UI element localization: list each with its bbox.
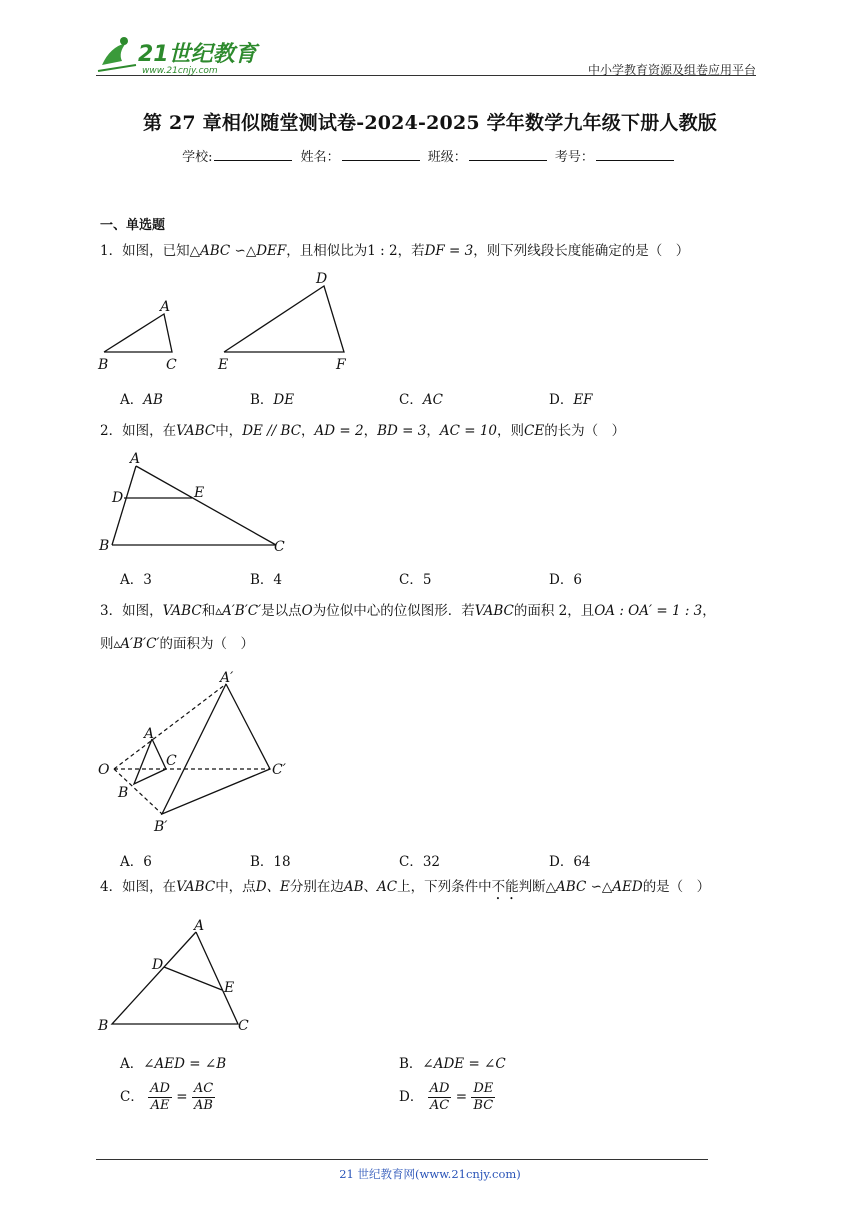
q2-option-b[interactable]: B．4 — [250, 572, 283, 588]
page-title: 第 27 章相似随堂测试卷-2024-2025 学年数学九年级下册人教版 — [142, 112, 718, 134]
label-a-prime: A′ — [220, 670, 234, 686]
q1-option-b[interactable]: B．DE — [250, 392, 295, 408]
school-field[interactable] — [214, 148, 292, 161]
label-f: F — [336, 357, 346, 373]
label-a: A — [160, 299, 171, 315]
question-1-stem: 1．如图，已知△ABC ∽△DEF，且相似比为1 : 2，若DF = 3，则下列线段长度能确定的是（ ） — [100, 243, 690, 259]
q2-option-d[interactable]: D．6 — [549, 572, 582, 588]
label-c: C — [166, 357, 177, 373]
footer-divider — [96, 1159, 708, 1160]
label-b: B — [118, 785, 129, 801]
question-3-stem-line-1: 3．如图，VABC和▵A′B′C′是以点O为位似中心的位似图形．若VABC的面积 2，且OA : OA′ = 1 : 3， — [100, 603, 716, 619]
q4-option-b[interactable]: B．∠ADE = ∠C — [399, 1056, 506, 1072]
label-a: A — [194, 918, 205, 934]
exam-no-field[interactable] — [596, 148, 674, 161]
q3-option-c[interactable]: C．32 — [399, 854, 441, 870]
label-e: E — [218, 357, 229, 373]
logo-text: 21世纪教育 — [138, 42, 257, 67]
q1-option-c[interactable]: C．AC — [399, 392, 443, 408]
label-d: D — [316, 271, 328, 287]
student-info — [0, 146, 860, 165]
label-o: O — [98, 762, 110, 778]
name-field[interactable] — [342, 148, 420, 161]
label-e: E — [194, 485, 205, 501]
name-label: 姓名： — [300, 150, 340, 165]
footer-link[interactable]: 21 世纪教育网(www.21cnjy.com) — [339, 1167, 521, 1181]
label-c: C — [274, 539, 285, 555]
label-b: B — [98, 1018, 109, 1034]
label-e: E — [224, 980, 235, 996]
exam-no-label: 考号： — [554, 150, 594, 165]
q2-option-c[interactable]: C．5 — [399, 572, 432, 588]
question-2-figure — [96, 448, 296, 558]
question-4-figure — [94, 914, 264, 1036]
platform-text: 中小学教育资源及组卷应用平台 — [587, 63, 756, 77]
label-d: D — [112, 490, 124, 506]
q1-option-d[interactable]: D．EF — [549, 392, 593, 408]
q1-option-a[interactable]: A．AB — [120, 392, 163, 408]
label-c-prime: C′ — [272, 762, 286, 778]
emphasis-text: 不能 — [491, 879, 519, 895]
school-label: 学校: — [182, 150, 213, 165]
q4-option-a[interactable]: A．∠AED = ∠B — [120, 1056, 227, 1072]
section-heading: 一、单选题 — [100, 218, 166, 233]
label-b: B — [99, 538, 110, 554]
q3-option-a[interactable]: A．6 — [120, 854, 152, 870]
question-2-stem: 2．如图，在VABC中，DE // BC，AD = 2，BD = 3，AC = 10，则CE的长为（ ） — [100, 423, 626, 439]
label-a: A — [144, 726, 155, 742]
q4-option-c[interactable]: C． $\frac{AD}{AE}$ = $\frac{AC}{AB}$ — [120, 1081, 214, 1113]
class-field[interactable] — [469, 148, 547, 161]
label-d: D — [152, 957, 164, 973]
logo-icon — [96, 35, 266, 77]
logo-url: www.21cnjy.com — [142, 66, 218, 76]
header-divider — [96, 75, 756, 76]
q3-option-d[interactable]: D．64 — [549, 854, 591, 870]
q3-option-b[interactable]: B．18 — [250, 854, 291, 870]
label-a: A — [130, 451, 141, 467]
q2-option-a[interactable]: A．3 — [120, 572, 152, 588]
label-b: B — [98, 357, 109, 373]
label-b-prime: B′ — [154, 819, 168, 835]
question-1-figure — [96, 268, 366, 378]
site-logo — [96, 35, 266, 77]
label-c: C — [166, 753, 177, 769]
question-3-stem-line-2: 则▵A′B′C′的面积为（ ） — [100, 636, 254, 652]
label-c: C — [238, 1018, 249, 1034]
question-4-stem: 4．如图，在VABC中，点D、E分别在边AB、AC上，下列条件中不能判断△ABC ∽△AED的是（ ） — [100, 879, 711, 895]
question-3-figure — [94, 664, 304, 840]
class-label: 班级： — [427, 150, 467, 165]
q4-option-d[interactable]: D． $\frac{AD}{AC}$ = $\frac{DE}{BC}$ — [399, 1081, 494, 1113]
